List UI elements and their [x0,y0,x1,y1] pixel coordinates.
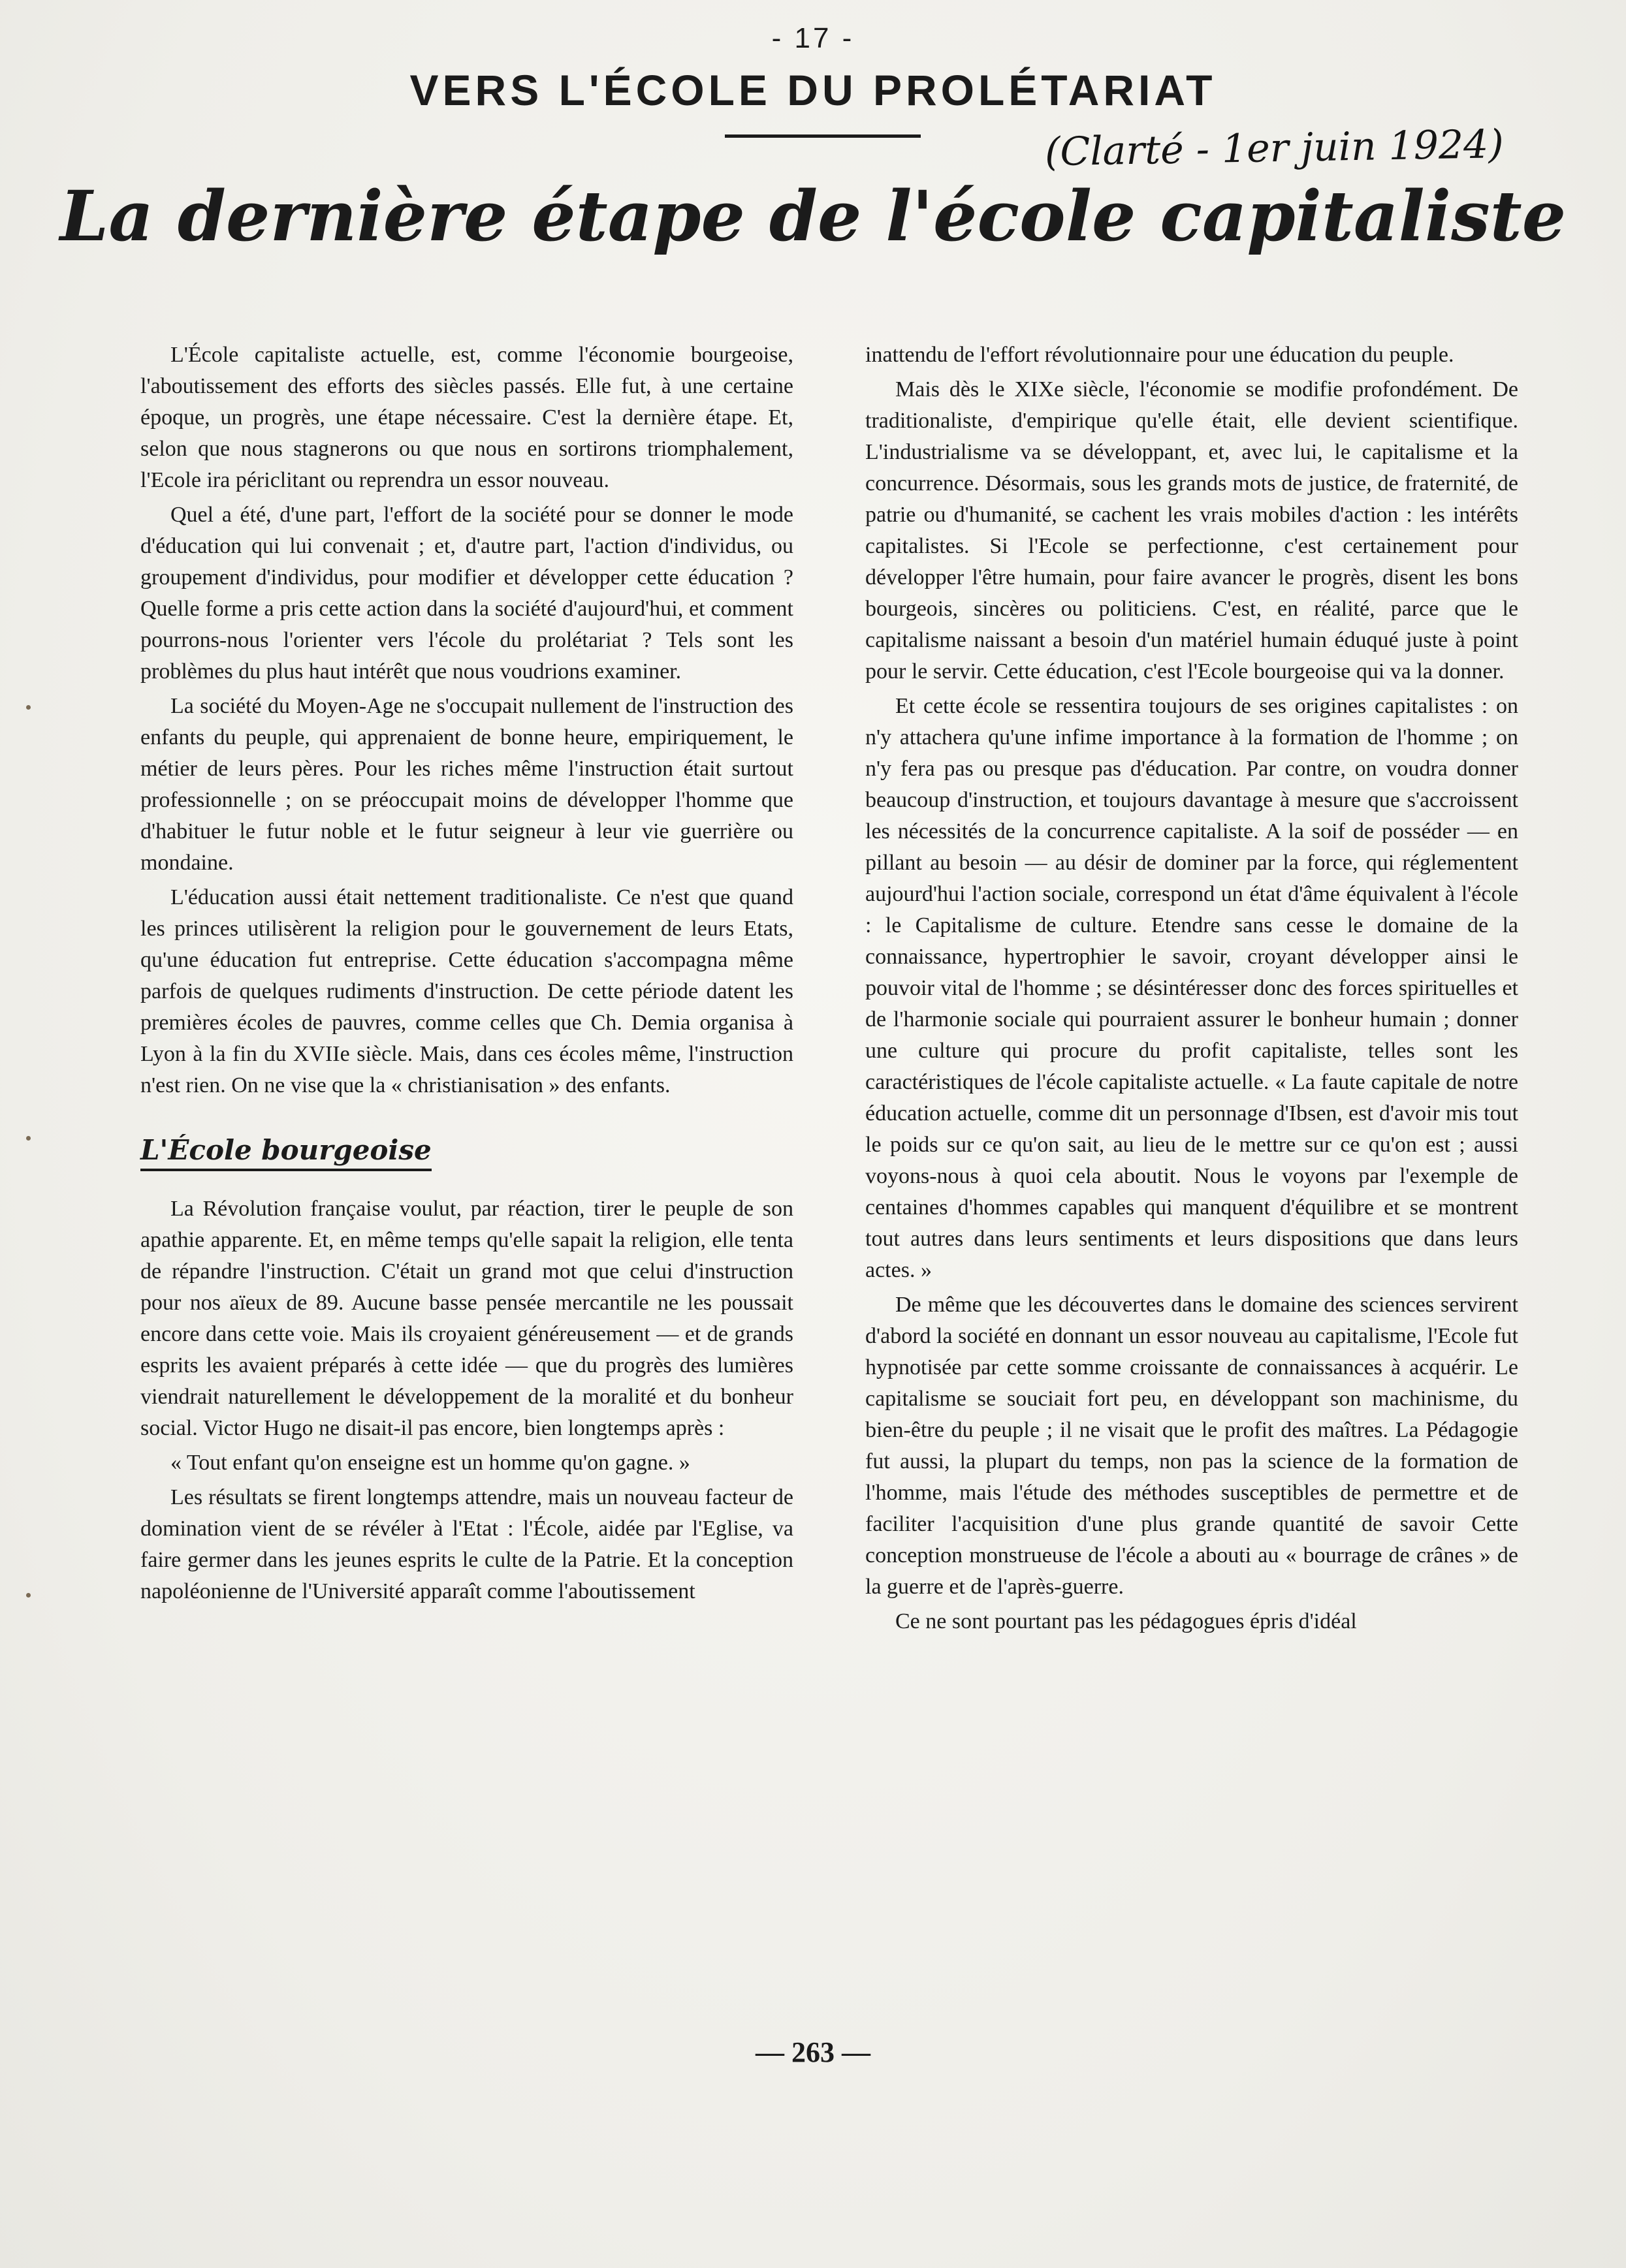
handwritten-annotation: (Clarté - 1er juin 1924) [1044,121,1505,176]
paragraph: La Révolution française voulut, par réaction, tirer le peuple de son apathie apparente. Et, en même temps qu'elle sapait la religion, elle tenta de répandre l'instruction. C'était un grand mot que celui d'instruction pour nos aïeux de 89. Aucune basse pensée mercantile ne les poussait encore dans cette voie. Mais ils croyaient généreusement — et de grands esprits les avaient préparés à cette idée — que du progrès des lumières viendrait naturellement le développement de la moralité et du bonheur social. Victor Hugo ne disait-il pas encore, bien longtemps après : [140,1197,793,1440]
paragraph: De même que les découvertes dans le domaine des sciences servirent d'abord la société en donnant un essor nouveau au capitalisme, l'Ecole fut hypnotisée par cette somme croissante de connaissances à acquérir. Le capitalisme se souciait fort peu, en développant son machinisme, du bien-être du peuple ; il ne visait que le profit des maîtres. La Pédagogie fut aussi, la plupart du temps, non pas la science de la formation de l'homme, mais l'étude des méthodes susceptibles de permettre et de faciliter l'acquisition d'une plus grande quantité de savoir Cette conception monstrueuse de l'école a abouti au « bourrage de crânes » de la guerre et de l'après-guerre. [865,1293,1518,1599]
right-column [865,339,1518,1641]
punch-hole-mark [26,1136,31,1141]
paragraph: Et cette école se ressentira toujours de ses origines capitalistes : on n'y attachera qu'une infime importance à la formation de l'homme ; on n'y fera pas ou presque pas d'éducation. Par contre, on voudra donner beaucoup d'instruction, et toujours davantage à mesure que s'accroissent les nécessités de la concurrence capitaliste. A la soif de posséder — en pillant au besoin — au désir de dominer par la force, qui réglementent aujourd'hui l'action sociale, correspond un état d'âme équivalent à l'école : le Capitalisme de culture. Etendre sans cesse le domaine de la connaissance, hypertrophier le savoir, croyant développer ainsi le pouvoir vital de l'homme ; se désintéresser donc des forces spirituelles et de l'harmonie sociale qui pourraient assurer le bonheur humain ; donner une culture qui procure du profit capitaliste, telles sont les caractéristiques de l'école capitaliste actuelle. « La faute capitale de notre éducation actuelle, comme dit un personnage d'Ibsen, est d'avoir mis tout le poids sur ce qu'on sait, au lieu de le mettre sur ce qu'on est ; aussi voyons-nous à quoi cela aboutit. Nous le voyons par l'exemple de centaines d'hommes capables qui manquent d'équilibre et se montrent tout autres dans leurs sentiments et leurs dispositions que dans leurs actes. » [865,694,1518,1282]
quote-paragraph: « Tout enfant qu'on enseigne est un homme qu'on gagne. » [170,1451,690,1475]
section-heading: L'École bourgeoise [140,1135,432,1171]
series-title: VERS L'ÉCOLE DU PROLÉTARIAT [409,66,1217,114]
paragraph: Mais dès le XIXe siècle, l'économie se modifie profondément. De traditionaliste, d'empirique qu'elle était, elle devient scientifique. L'industrialisme va se développant, et, avec lui, le capitalisme et la concurrence. Désormais, sous les grands mots de justice, de fraternité, de patrie ou d'humanité, se cachent les vrais mobiles d'action : les intérêts capitalistes. Si l'Ecole se perfectionne, c'est certainement pour développer l'être humain, pour faire avancer le progrès, disent les bons bourgeois, sincères ou politiciens. C'est, en réalité, parce que le capitalisme naissant a besoin d'un matériel humain éduqué juste à point pour le servir. Cette éducation, c'est l'Ecole bourgeoise qui va la donner. [865,377,1518,684]
paragraph: La société du Moyen-Age ne s'occupait nullement de l'instruction des enfants du peuple, qui apprenaient de bonne heure, empiriquement, le métier de leurs pères. Pour les riches même l'instruction était surtout professionnelle ; on se préoccupait moins de développer l'homme que d'habituer le futur noble et le futur seigneur à leur vie guerrière ou mondaine. [140,694,793,875]
paragraph: Quel a été, d'une part, l'effort de la société pour se donner le mode d'éducation qui lui convenait ; et, d'autre part, l'action d'individus, ou groupement d'individus, pour modifier et développer cette éducation ? Quelle forme a pris cette action dans la société d'aujourd'hui, et comment pourrons-nous l'orienter vers l'école du prolétariat ? Tels sont les problèmes du plus haut intérêt que nous voudrions examiner. [140,503,793,684]
paragraph: Ce ne sont pourtant pas les pédagogues épris d'idéal [895,1609,1357,1633]
title-underline [725,134,921,138]
punch-hole-mark [26,1593,31,1598]
paragraph-continued: inattendu de l'effort révolutionnaire pour une éducation du peuple. [865,343,1454,367]
article-title: La dernière étape de l'école capitaliste [59,175,1567,257]
bottom-page-number: — 263 — [756,2036,870,2068]
paragraph: Les résultats se firent longtemps attendre, mais un nouveau facteur de domination vient de se révéler à l'Etat : l'École, aidée par l'Eglise, va faire germer dans les jeunes esprits le culte de la Patrie. Et la conception napoléonienne de l'Université apparaît comme l'aboutissement [140,1485,793,1603]
left-column [140,339,793,1611]
top-page-number: - 17 - [771,22,855,54]
punch-hole-mark [26,705,31,710]
paragraph: L'École capitaliste actuelle, est, comme l'économie bourgeoise, l'aboutissement des efforts des siècles passés. Elle fut, à une certaine époque, un progrès, une étape nécessaire. C'est la dernière étape. Et, selon que nous stagnerons ou que nous en sortirons triomphalement, l'Ecole ira périclitant ou reprendra un essor nouveau. [140,343,793,492]
paragraph: L'éducation aussi était nettement traditionaliste. Ce n'est que quand les princes utilisèrent la religion pour le gouvernement de leurs Etats, qu'une éducation fut entreprise. Cette éducation s'accompagna même parfois de quelques rudiments d'instruction. De cette période datent les premières écoles de pauvres, comme celles que Ch. Demia organisa à Lyon à la fin du XVIIe siècle. Mais, dans ces écoles même, l'instruction n'est rien. On ne vise que la « christianisation » des enfants. [140,885,793,1097]
